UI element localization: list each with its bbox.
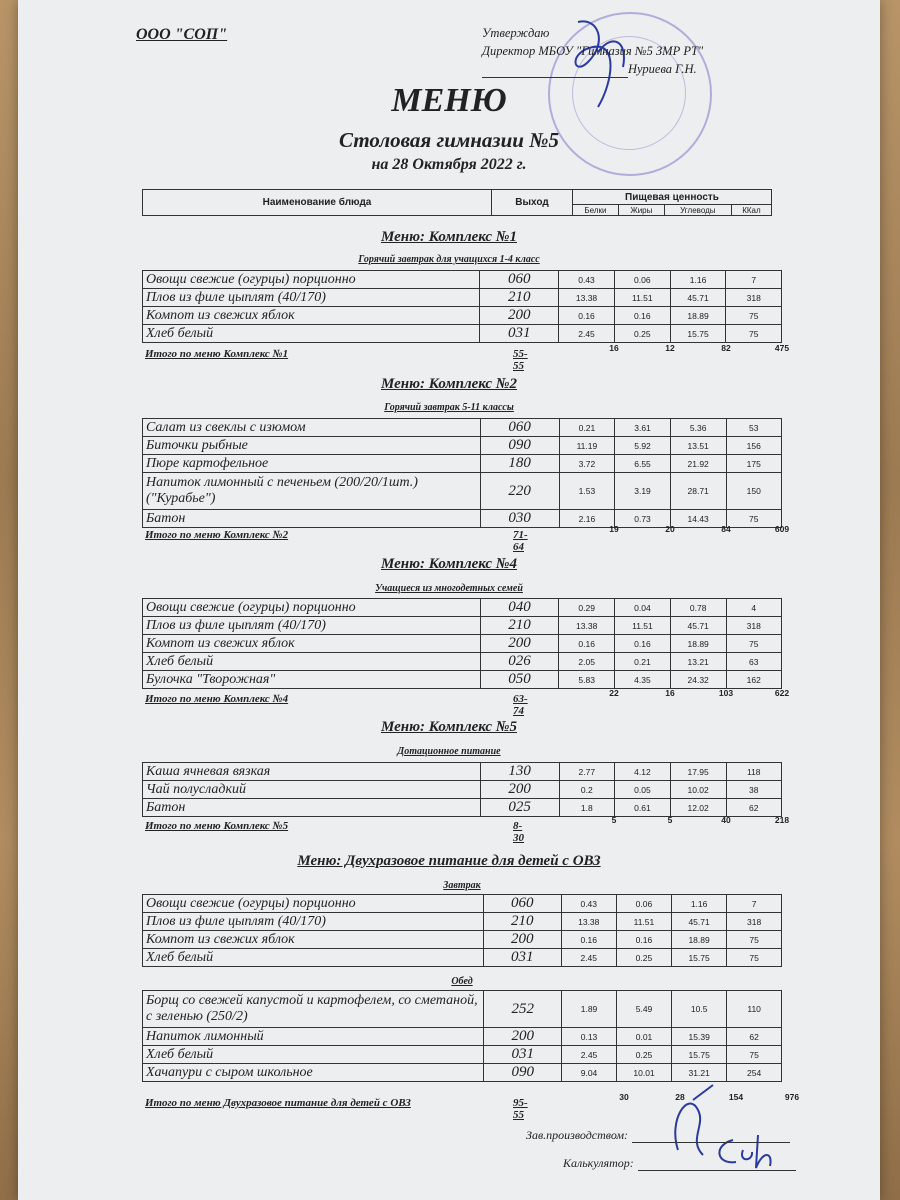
dish-name: Батон bbox=[143, 799, 481, 817]
total-protein: 22 bbox=[609, 688, 619, 698]
table-row bbox=[143, 419, 782, 437]
carbs-value: 21.92 bbox=[670, 455, 726, 473]
kcal-value: 53 bbox=[726, 419, 781, 437]
dish-name: Компот из свежих яблок bbox=[143, 931, 484, 949]
table-row bbox=[143, 653, 782, 671]
kcal-value: 7 bbox=[727, 895, 782, 913]
fat-value: 10.01 bbox=[616, 1064, 671, 1082]
protein-value: 2.45 bbox=[562, 1046, 617, 1064]
carbs-value: 18.89 bbox=[670, 307, 726, 325]
menu-table bbox=[142, 762, 782, 817]
protein-value: 5.83 bbox=[559, 671, 615, 689]
carbs-value: 28.71 bbox=[670, 473, 726, 510]
section-title: Меню: Комплекс №2 bbox=[381, 376, 517, 392]
protein-value: 13.38 bbox=[561, 913, 616, 931]
fat-value: 3.19 bbox=[615, 473, 671, 510]
dish-name: Овощи свежие (огурцы) порционно bbox=[143, 599, 481, 617]
carbs-value: 15.75 bbox=[672, 1046, 727, 1064]
table-row bbox=[143, 473, 782, 510]
total-carbs: 154 bbox=[728, 1092, 744, 1102]
dish-output: 130 bbox=[480, 763, 559, 781]
dish-output: 040 bbox=[480, 599, 559, 617]
total-fat: 20 bbox=[665, 524, 675, 534]
table-row bbox=[143, 437, 782, 455]
protein-value: 2.05 bbox=[559, 653, 615, 671]
carbs-value: 1.16 bbox=[670, 271, 726, 289]
dish-name: Напиток лимонный bbox=[143, 1028, 484, 1046]
kcal-value: 254 bbox=[727, 1064, 782, 1082]
kcal-value: 75 bbox=[727, 1046, 782, 1064]
carbs-value: 13.51 bbox=[670, 437, 726, 455]
carbs-value: 10.5 bbox=[672, 991, 727, 1028]
dish-output: 200 bbox=[480, 307, 559, 325]
kcal-value: 75 bbox=[727, 949, 782, 967]
table-row bbox=[143, 949, 782, 967]
kcal-value: 62 bbox=[726, 799, 782, 817]
total-output: 95-55 bbox=[513, 1097, 528, 1121]
col-output-header: Выход bbox=[492, 190, 573, 216]
table-row bbox=[143, 671, 782, 689]
kcal-value: 75 bbox=[726, 635, 781, 653]
calculator-label: Калькулятор: bbox=[563, 1156, 634, 1170]
fat-value: 0.25 bbox=[614, 325, 670, 343]
dish-output: 200 bbox=[483, 931, 561, 949]
col-name-header: Наименование блюда bbox=[143, 190, 492, 216]
total-protein: 5 bbox=[611, 815, 617, 825]
kcal-value: 75 bbox=[726, 307, 782, 325]
protein-value: 0.29 bbox=[559, 599, 615, 617]
dish-name: Овощи свежие (огурцы) порционно bbox=[143, 271, 480, 289]
document-subtitle: Столовая гимназии №5 bbox=[339, 128, 559, 152]
total-label: Итого по меню Двухразовое питание для детей с ОВЗ bbox=[145, 1097, 411, 1109]
kcal-value: 175 bbox=[726, 455, 781, 473]
dish-name: Компот из свежих яблок bbox=[143, 635, 481, 653]
total-fat: 28 bbox=[675, 1092, 685, 1102]
total-protein: 16 bbox=[609, 343, 619, 353]
protein-value: 0.43 bbox=[559, 271, 615, 289]
kcal-value: 63 bbox=[726, 653, 781, 671]
table-row bbox=[143, 1046, 782, 1064]
table-row bbox=[143, 991, 782, 1028]
table-row bbox=[143, 895, 782, 913]
protein-value: 11.19 bbox=[559, 437, 615, 455]
breakfast-subtitle: Завтрак bbox=[443, 880, 481, 891]
total-output: 8-30 bbox=[513, 820, 524, 844]
carbs-value: 12.02 bbox=[670, 799, 726, 817]
kcal-value: 75 bbox=[726, 325, 782, 343]
table-row bbox=[143, 271, 782, 289]
fat-value: 11.51 bbox=[614, 289, 670, 307]
dish-name: Чай полусладкий bbox=[143, 781, 481, 799]
dish-name: Хлеб белый bbox=[143, 949, 484, 967]
kcal-value: 7 bbox=[726, 271, 782, 289]
dish-name: Биточки рыбные bbox=[143, 437, 481, 455]
table-row bbox=[143, 799, 782, 817]
dish-name: Батон bbox=[143, 510, 481, 528]
dish-name: Хлеб белый bbox=[143, 325, 480, 343]
protein-value: 0.16 bbox=[559, 307, 615, 325]
carbs-value: 18.89 bbox=[670, 635, 726, 653]
dish-name: Каша ячневая вязкая bbox=[143, 763, 481, 781]
kcal-value: 75 bbox=[726, 510, 781, 528]
table-row bbox=[143, 763, 782, 781]
protein-value: 13.38 bbox=[559, 617, 615, 635]
fat-value: 0.06 bbox=[614, 271, 670, 289]
dish-output: 090 bbox=[484, 1064, 562, 1082]
fat-value: 0.16 bbox=[616, 931, 671, 949]
dish-output: 031 bbox=[484, 1046, 562, 1064]
dish-name: Пюре картофельное bbox=[143, 455, 481, 473]
carbs-value: 45.71 bbox=[670, 289, 726, 307]
fat-value: 0.21 bbox=[615, 653, 671, 671]
ovz-section-title: Меню: Двухразовое питание для детей с ОВЗ bbox=[297, 853, 601, 869]
kcal-value: 150 bbox=[726, 473, 781, 510]
section-subtitle: Горячий завтрак 5-11 классы bbox=[384, 402, 514, 413]
total-kcal: 976 bbox=[784, 1092, 800, 1102]
ovz-breakfast-table bbox=[142, 894, 782, 967]
kcal-value: 318 bbox=[726, 289, 782, 307]
protein-value: 1.89 bbox=[562, 991, 617, 1028]
calculator-line bbox=[563, 1156, 796, 1171]
dish-name: Плов из филе цыплят (40/170) bbox=[143, 617, 481, 635]
table-row bbox=[143, 781, 782, 799]
director-name: Нуриева Г.Н. bbox=[628, 62, 697, 76]
fat-value: 4.12 bbox=[615, 763, 671, 781]
organization-name: ООО "СОП" bbox=[136, 26, 228, 43]
protein-value: 0.21 bbox=[559, 419, 615, 437]
approve-line-1: Утверждаю bbox=[482, 26, 550, 40]
total-kcal: 609 bbox=[774, 524, 790, 534]
dish-name: Напиток лимонный с печеньем (200/20/1шт.) ("Курабье") bbox=[143, 473, 481, 510]
table-row bbox=[143, 913, 782, 931]
kcal-value: 318 bbox=[726, 617, 781, 635]
section-subtitle: Дотационное питание bbox=[397, 746, 501, 757]
dish-name: Компот из свежих яблок bbox=[143, 307, 480, 325]
carbs-value: 14.43 bbox=[670, 510, 726, 528]
carbs-value: 17.95 bbox=[670, 763, 726, 781]
fat-value: 11.51 bbox=[615, 617, 671, 635]
dish-name: Салат из свеклы с изюмом bbox=[143, 419, 481, 437]
total-carbs: 40 bbox=[721, 815, 731, 825]
approve-line-2: Директор МБОУ "Гимназия №5 ЗМР РТ" bbox=[482, 44, 704, 58]
total-kcal: 475 bbox=[774, 343, 790, 353]
dish-output: 220 bbox=[480, 473, 559, 510]
table-row bbox=[143, 931, 782, 949]
dish-output: 200 bbox=[484, 1028, 562, 1046]
fat-value: 4.35 bbox=[615, 671, 671, 689]
production-head-label: Зав.производством: bbox=[526, 1128, 629, 1142]
col-kcal-header: ККал bbox=[731, 205, 771, 216]
signature-underline bbox=[482, 65, 628, 78]
protein-value: 0.2 bbox=[559, 781, 615, 799]
fat-value: 0.04 bbox=[615, 599, 671, 617]
production-head-line bbox=[526, 1128, 790, 1143]
protein-value: 0.43 bbox=[561, 895, 616, 913]
kcal-value: 162 bbox=[726, 671, 781, 689]
total-carbs: 103 bbox=[718, 688, 734, 698]
protein-value: 0.13 bbox=[562, 1028, 617, 1046]
dish-output: 252 bbox=[484, 991, 562, 1028]
dish-output: 050 bbox=[480, 671, 559, 689]
table-row bbox=[143, 307, 782, 325]
total-fat: 5 bbox=[667, 815, 673, 825]
fat-value: 0.16 bbox=[615, 635, 671, 653]
dish-name: Хачапури с сыром школьное bbox=[143, 1064, 484, 1082]
carbs-value: 15.75 bbox=[672, 949, 727, 967]
total-label: Итого по меню Комплекс №4 bbox=[145, 693, 289, 705]
total-carbs: 84 bbox=[721, 524, 731, 534]
total-protein: 19 bbox=[609, 524, 619, 534]
col-carbs-header: Углеводы bbox=[664, 205, 731, 216]
menu-document bbox=[18, 0, 880, 1200]
table-row bbox=[143, 289, 782, 307]
protein-value: 0.16 bbox=[561, 931, 616, 949]
dish-output: 210 bbox=[480, 289, 559, 307]
dish-name: Плов из филе цыплят (40/170) bbox=[143, 289, 480, 307]
section-subtitle: Учащиеся из многодетных семей bbox=[375, 583, 523, 594]
total-output: 71-64 bbox=[513, 529, 528, 553]
lunch-subtitle: Обед bbox=[451, 976, 473, 987]
table-row bbox=[143, 599, 782, 617]
carbs-value: 31.21 bbox=[672, 1064, 727, 1082]
dish-output: 090 bbox=[480, 437, 559, 455]
total-output: 63-74 bbox=[513, 693, 528, 717]
approve-signature-line bbox=[482, 60, 703, 78]
dish-output: 026 bbox=[480, 653, 559, 671]
total-fat: 16 bbox=[665, 688, 675, 698]
dish-output: 200 bbox=[480, 635, 559, 653]
menu-date: на 28 Октября 2022 г. bbox=[371, 156, 527, 173]
menu-table bbox=[142, 270, 782, 343]
protein-value: 2.45 bbox=[561, 949, 616, 967]
table-row bbox=[143, 617, 782, 635]
dish-output: 031 bbox=[480, 325, 559, 343]
dish-name: Борщ со свежей капустой и картофелем, со сметаной, с зеленью (250/2) bbox=[143, 991, 484, 1028]
menu-table bbox=[142, 598, 782, 689]
kcal-value: 62 bbox=[727, 1028, 782, 1046]
calculator-sign-line bbox=[638, 1158, 796, 1171]
total-label: Итого по меню Комплекс №5 bbox=[145, 820, 289, 832]
carbs-value: 13.21 bbox=[670, 653, 726, 671]
total-kcal: 218 bbox=[774, 815, 790, 825]
carbs-value: 45.71 bbox=[672, 913, 727, 931]
fat-value: 6.55 bbox=[615, 455, 671, 473]
fat-value: 0.73 bbox=[615, 510, 671, 528]
table-row bbox=[143, 1064, 782, 1082]
dish-name: Булочка "Творожная" bbox=[143, 671, 481, 689]
total-output: 55-55 bbox=[513, 348, 528, 372]
production-sign-line bbox=[632, 1130, 790, 1143]
fat-value: 0.61 bbox=[615, 799, 671, 817]
kcal-value: 38 bbox=[726, 781, 782, 799]
dish-output: 060 bbox=[480, 419, 559, 437]
fat-value: 0.01 bbox=[616, 1028, 671, 1046]
col-fat-header: Жиры bbox=[618, 205, 664, 216]
carbs-value: 15.39 bbox=[672, 1028, 727, 1046]
total-label: Итого по меню Комплекс №2 bbox=[145, 529, 289, 541]
table-row bbox=[143, 325, 782, 343]
kcal-value: 118 bbox=[726, 763, 782, 781]
menu-table bbox=[142, 418, 782, 528]
section-title: Меню: Комплекс №5 bbox=[381, 719, 517, 735]
protein-value: 9.04 bbox=[562, 1064, 617, 1082]
table-row bbox=[143, 635, 782, 653]
carbs-value: 15.75 bbox=[670, 325, 726, 343]
kcal-value: 75 bbox=[727, 931, 782, 949]
fat-value: 0.06 bbox=[616, 895, 671, 913]
dish-output: 210 bbox=[483, 913, 561, 931]
dish-output: 180 bbox=[480, 455, 559, 473]
carbs-value: 18.89 bbox=[672, 931, 727, 949]
protein-value: 2.16 bbox=[559, 510, 615, 528]
column-header-table bbox=[142, 189, 772, 216]
carbs-value: 5.36 bbox=[670, 419, 726, 437]
kcal-value: 156 bbox=[726, 437, 781, 455]
protein-value: 1.53 bbox=[559, 473, 615, 510]
fat-value: 0.25 bbox=[616, 1046, 671, 1064]
total-protein: 30 bbox=[619, 1092, 629, 1102]
fat-value: 3.61 bbox=[615, 419, 671, 437]
total-carbs: 82 bbox=[721, 343, 731, 353]
dish-output: 031 bbox=[483, 949, 561, 967]
col-nutrition-header: Пищевая ценность bbox=[573, 190, 772, 205]
kcal-value: 4 bbox=[726, 599, 781, 617]
table-row bbox=[143, 1028, 782, 1046]
approval-block bbox=[482, 24, 703, 78]
fat-value: 5.49 bbox=[616, 991, 671, 1028]
carbs-value: 10.02 bbox=[670, 781, 726, 799]
protein-value: 2.77 bbox=[559, 763, 615, 781]
carbs-value: 1.16 bbox=[672, 895, 727, 913]
dish-output: 060 bbox=[480, 271, 559, 289]
dish-name: Хлеб белый bbox=[143, 653, 481, 671]
kcal-value: 318 bbox=[727, 913, 782, 931]
carbs-value: 45.71 bbox=[670, 617, 726, 635]
section-subtitle: Горячий завтрак для учащихся 1-4 класс bbox=[358, 254, 540, 265]
table-row bbox=[143, 455, 782, 473]
ovz-lunch-table bbox=[142, 990, 782, 1082]
fat-value: 0.25 bbox=[616, 949, 671, 967]
dish-output: 025 bbox=[480, 799, 559, 817]
dish-name: Овощи свежие (огурцы) порционно bbox=[143, 895, 484, 913]
protein-value: 2.45 bbox=[559, 325, 615, 343]
section-title: Меню: Комплекс №1 bbox=[381, 229, 517, 245]
dish-output: 210 bbox=[480, 617, 559, 635]
fat-value: 11.51 bbox=[616, 913, 671, 931]
fat-value: 0.16 bbox=[614, 307, 670, 325]
dish-output: 200 bbox=[480, 781, 559, 799]
fat-value: 5.92 bbox=[615, 437, 671, 455]
section-title: Меню: Комплекс №4 bbox=[381, 556, 517, 572]
protein-value: 13.38 bbox=[559, 289, 615, 307]
carbs-value: 24.32 bbox=[670, 671, 726, 689]
protein-value: 0.16 bbox=[559, 635, 615, 653]
total-label: Итого по меню Комплекс №1 bbox=[145, 348, 289, 360]
carbs-value: 0.78 bbox=[670, 599, 726, 617]
document-title: МЕНЮ bbox=[391, 82, 507, 119]
fat-value: 0.05 bbox=[615, 781, 671, 799]
protein-value: 3.72 bbox=[559, 455, 615, 473]
dish-output: 060 bbox=[483, 895, 561, 913]
dish-name: Плов из филе цыплят (40/170) bbox=[143, 913, 484, 931]
total-fat: 12 bbox=[665, 343, 675, 353]
protein-value: 1.8 bbox=[559, 799, 615, 817]
col-protein-header: Белки bbox=[573, 205, 619, 216]
dish-output: 030 bbox=[480, 510, 559, 528]
dish-name: Хлеб белый bbox=[143, 1046, 484, 1064]
total-kcal: 622 bbox=[774, 688, 790, 698]
kcal-value: 110 bbox=[727, 991, 782, 1028]
